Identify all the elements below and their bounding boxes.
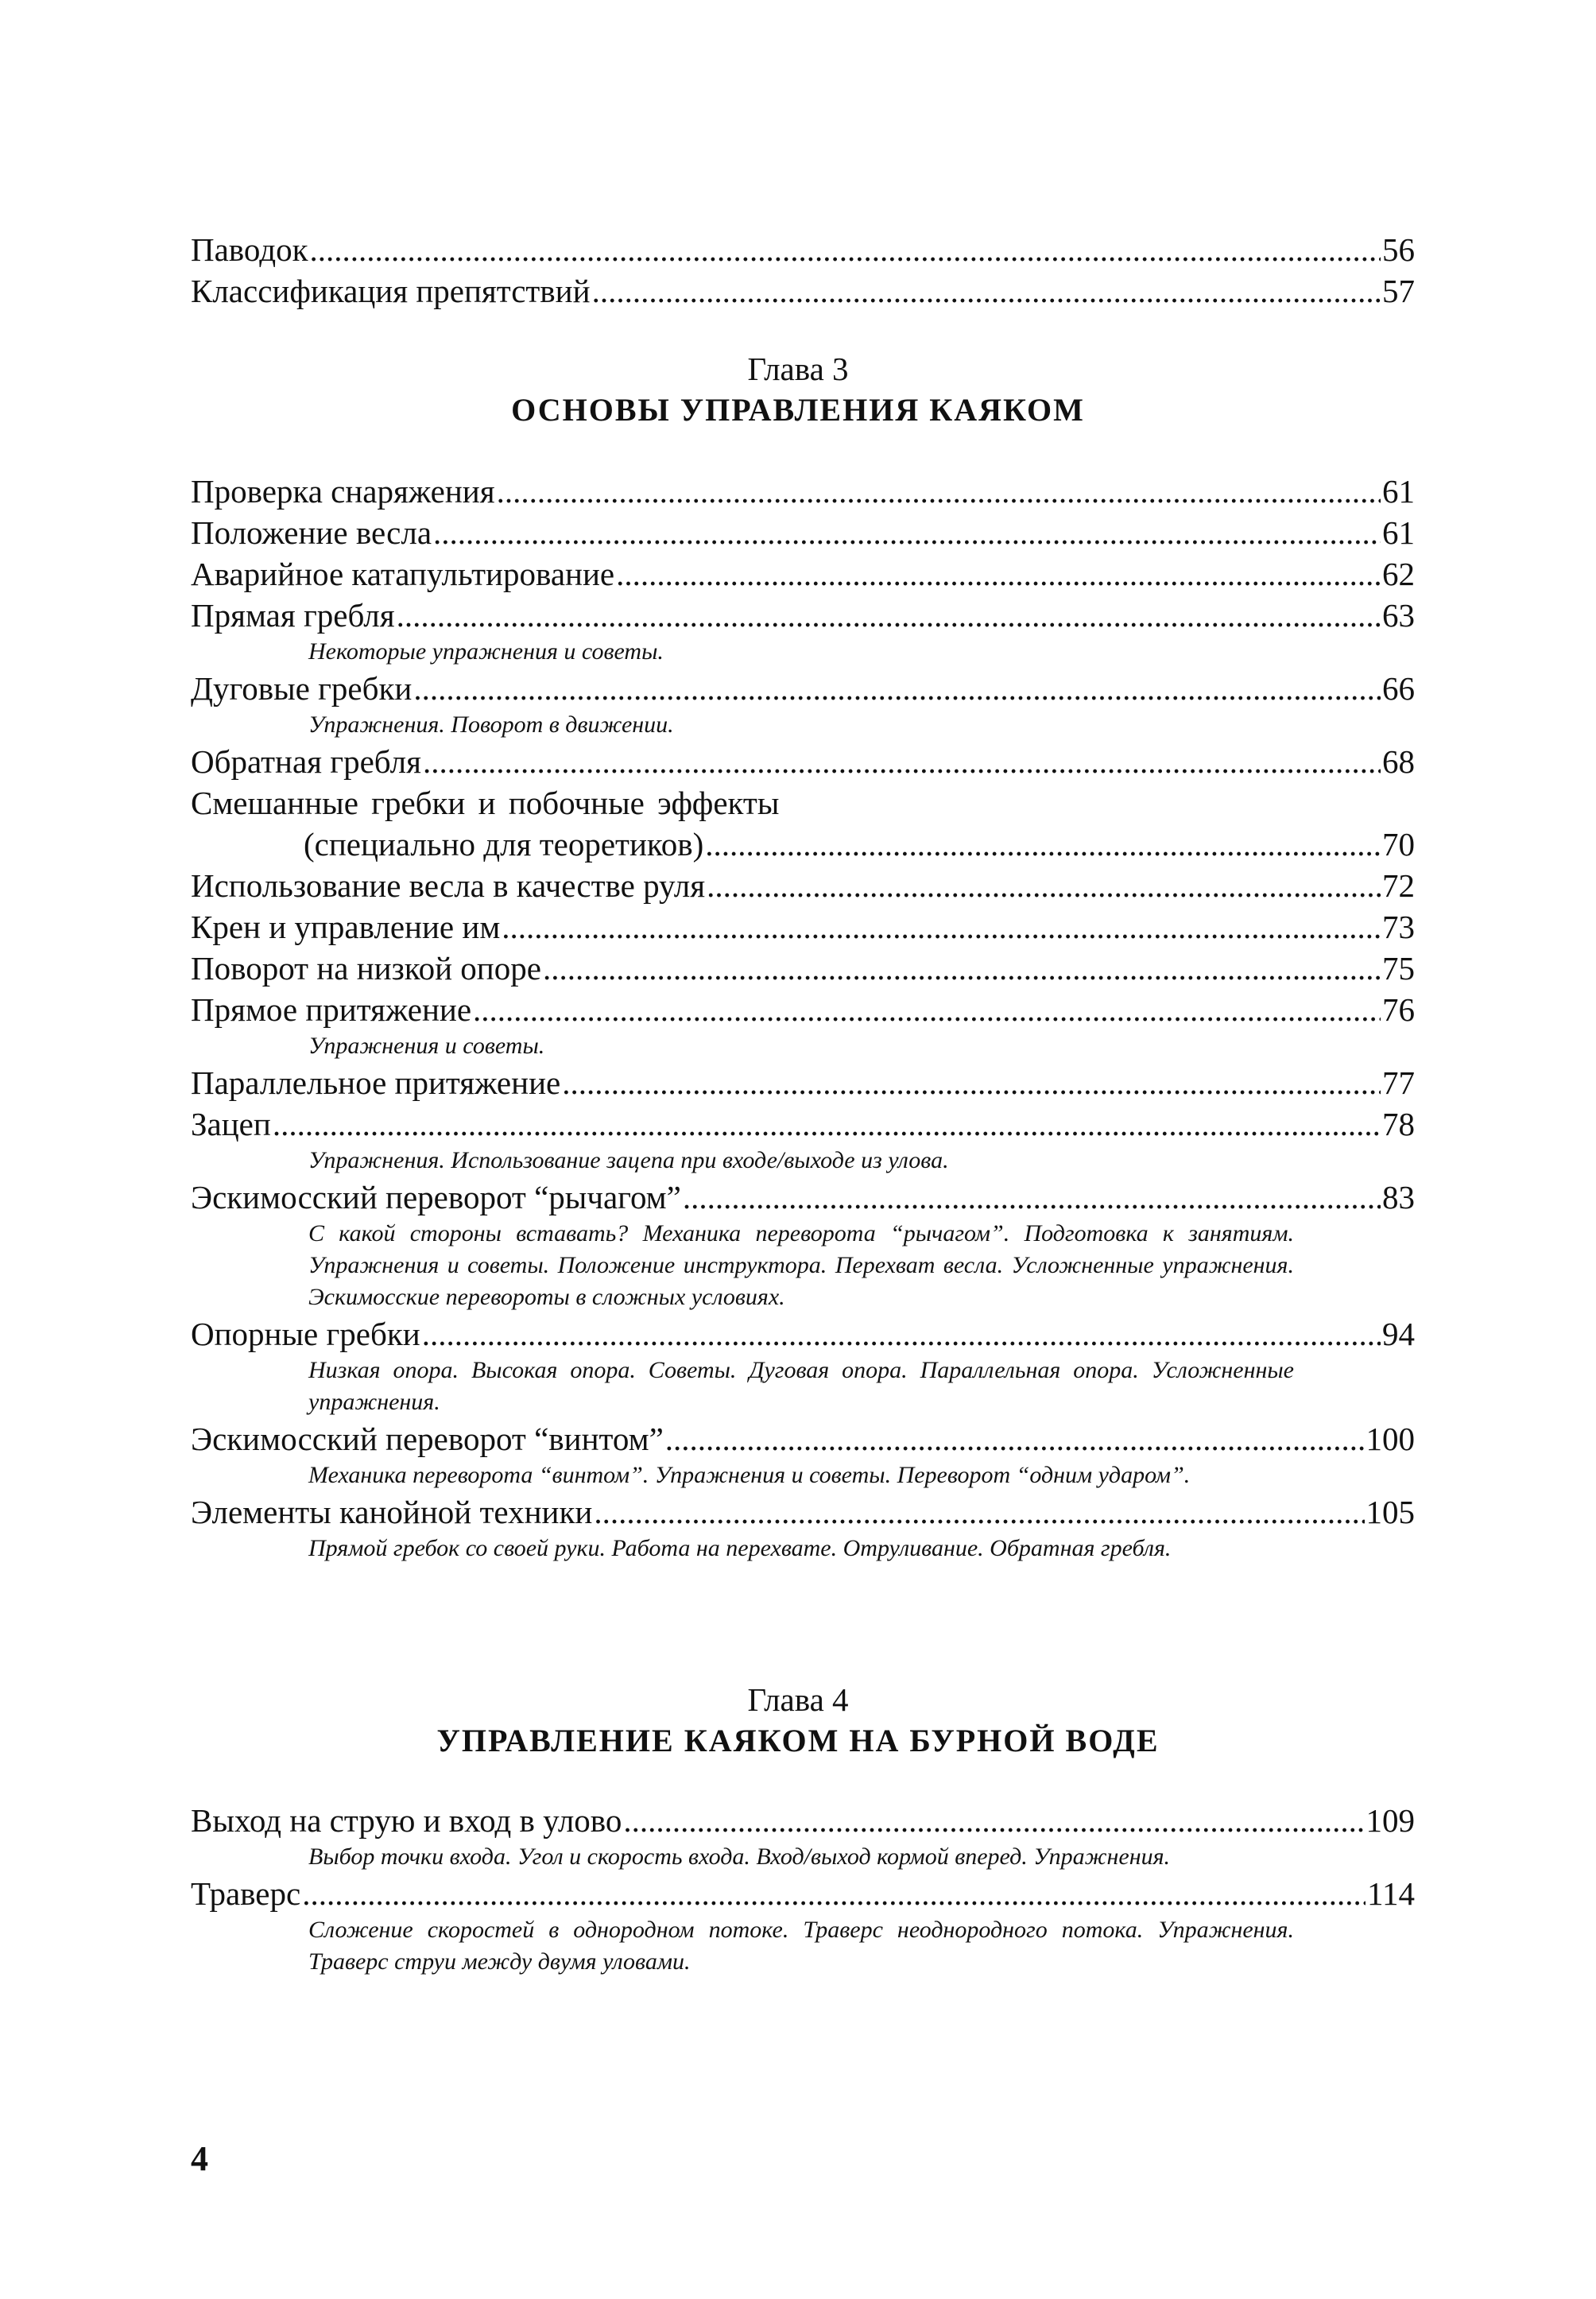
toc-entry [191, 512, 1415, 553]
dot-leader [497, 471, 1381, 512]
entry-title: Обратная гребля [191, 743, 421, 780]
chapter3-title: ОСНОВЫ УПРАВЛЕНИЯ КАЯКОМ [511, 392, 1085, 428]
toc-entry [191, 741, 1415, 782]
entry-page: 114 [1367, 1875, 1415, 1912]
entry-title: Траверс [191, 1875, 301, 1912]
entry-subtopics: Упражнения. Поворот в движении. [308, 711, 674, 738]
dot-leader [705, 824, 1381, 865]
toc-entry [191, 1177, 1415, 1218]
entry-subtopics: Выбор точки входа. Угол и скорость входа. Вход/выход кормой вперед. Упражнения. [308, 1843, 1171, 1870]
dot-leader [592, 270, 1381, 312]
entry-page: 70 [1382, 826, 1415, 863]
toc-entry [191, 270, 1415, 312]
toc-entry [191, 1103, 1415, 1145]
entry-title: Проверка снаряжения [191, 473, 495, 510]
toc-entry [191, 471, 1415, 512]
entry-title: Дуговые гребки [191, 670, 413, 707]
entry-title: Элементы канойной техники [191, 1494, 593, 1530]
dot-leader [397, 595, 1381, 636]
toc-entry [191, 865, 1415, 906]
entry-title: Поворот на низкой опоре [191, 950, 541, 987]
toc-entry [191, 229, 1415, 270]
dot-leader [683, 1177, 1381, 1218]
entry-page: 61 [1382, 514, 1415, 551]
dot-leader [707, 865, 1381, 906]
entry-title: Аварийное катапультирование [191, 556, 615, 592]
toc-entry [191, 948, 1415, 989]
dot-leader [423, 741, 1381, 782]
entry-subtopics: Некоторые упражнения и советы. [308, 638, 664, 665]
entry-page: 57 [1382, 273, 1415, 309]
entry-page: 73 [1382, 909, 1415, 945]
dot-leader [502, 906, 1381, 948]
toc-entry [191, 1062, 1415, 1103]
entry-page: 72 [1382, 867, 1415, 904]
entry-title: Параллельное притяжение [191, 1064, 561, 1101]
entry-title: Прямая гребля [191, 597, 395, 634]
chapter4-title: УПРАВЛЕНИЕ КАЯКОМ НА БУРНОЙ ВОДЕ [436, 1723, 1160, 1758]
entry-page: 105 [1366, 1494, 1415, 1530]
entry-page: 83 [1382, 1179, 1415, 1215]
dot-leader [413, 668, 1381, 709]
toc-entry [191, 553, 1415, 595]
dot-leader [665, 1418, 1365, 1460]
dot-leader [623, 1800, 1364, 1841]
entry-page: 61 [1382, 473, 1415, 510]
entry-page: 66 [1382, 670, 1415, 707]
entry-page: 56 [1382, 231, 1415, 268]
entry-title: Паводок [191, 231, 308, 268]
dot-leader [273, 1103, 1381, 1145]
chapter4-entries [191, 1800, 1415, 1978]
entry-page: 78 [1382, 1106, 1415, 1142]
entry-subtopics: Сложение скоростей в однородном потоке. Траверс неоднородного потока. Упражнения. Траверс струи между двумя уловами. [308, 1917, 1294, 1975]
entry-page: 76 [1382, 991, 1415, 1028]
toc-entry [191, 1418, 1415, 1460]
dot-leader [616, 553, 1381, 595]
dot-leader [422, 1313, 1381, 1355]
entry-title: Использование весла в качестве руля [191, 867, 706, 904]
entry-page: 75 [1382, 950, 1415, 987]
toc-entry [191, 668, 1415, 709]
dot-leader [302, 1873, 1366, 1914]
entry-title: Прямое притяжение [191, 991, 472, 1028]
entry-page: 109 [1366, 1802, 1415, 1839]
entry-page: 94 [1382, 1316, 1415, 1352]
chapter3-entries [191, 471, 1415, 1564]
entry-subtopics: Упражнения. Использование зацепа при входе/выходе из улова. [308, 1147, 949, 1173]
page-number: 4 [191, 2139, 208, 2178]
entry-title: Крен и управление им [191, 909, 501, 945]
toc-entry [191, 989, 1415, 1030]
entry-page: 62 [1382, 556, 1415, 592]
entry-title: Положение весла [191, 514, 432, 551]
entry-subtopics: Прямой гребок со своей руки. Работа на перехвате. Отруливание. Обратная гребля. [308, 1535, 1172, 1561]
entry-title: (специально для теоретиков) [304, 826, 704, 863]
entry-page: 100 [1366, 1421, 1415, 1457]
toc-entry-first-line: Смешанные гребки и побочные эффекты [191, 785, 780, 821]
chapter3-label: Глава 3 [747, 351, 849, 387]
toc-entry [191, 1313, 1415, 1355]
toc-entry [191, 595, 1415, 636]
entry-title: Классификация препятствий [191, 273, 591, 309]
entry-title: Выход на струю и вход в улово [191, 1802, 622, 1839]
entry-subtopics: Упражнения и советы. [308, 1033, 545, 1059]
dot-leader [594, 1491, 1364, 1533]
entry-title: Зацеп [191, 1106, 271, 1142]
dot-leader [473, 989, 1381, 1030]
entry-page: 68 [1382, 743, 1415, 780]
entry-subtopics: Низкая опора. Высокая опора. Советы. Дуговая опора. Параллельная опора. Усложненные упражнения. [308, 1357, 1294, 1415]
toc-entry [191, 1800, 1415, 1841]
entry-title: Опорные гребки [191, 1316, 420, 1352]
entry-title: Эскимосский переворот “рычагом” [191, 1179, 681, 1215]
entry-subtopics: Механика переворота “винтом”. Упражнения и советы. Переворот “одним ударом”. [308, 1462, 1191, 1488]
dot-leader [543, 948, 1381, 989]
toc-entry [191, 906, 1415, 948]
toc-entry [191, 824, 1415, 865]
chapter4-label: Глава 4 [747, 1681, 849, 1718]
dot-leader [562, 1062, 1381, 1103]
dot-leader [309, 229, 1381, 270]
entry-page: 63 [1382, 597, 1415, 634]
entry-subtopics: С какой стороны вставать? Механика переворота “рычагом”. Подготовка к занятиям. Упражнения и советы. Положение инструктора. Перехват весла. Усложненные упражнения. Эскимосские перевороты в сложных условиях. [308, 1220, 1294, 1310]
toc-entry [191, 1491, 1415, 1533]
entry-title: Эскимосский переворот “винтом” [191, 1421, 664, 1457]
toc-top-block [191, 229, 1415, 312]
dot-leader [433, 512, 1381, 553]
entry-page: 77 [1382, 1064, 1415, 1101]
toc-entry [191, 1873, 1415, 1914]
